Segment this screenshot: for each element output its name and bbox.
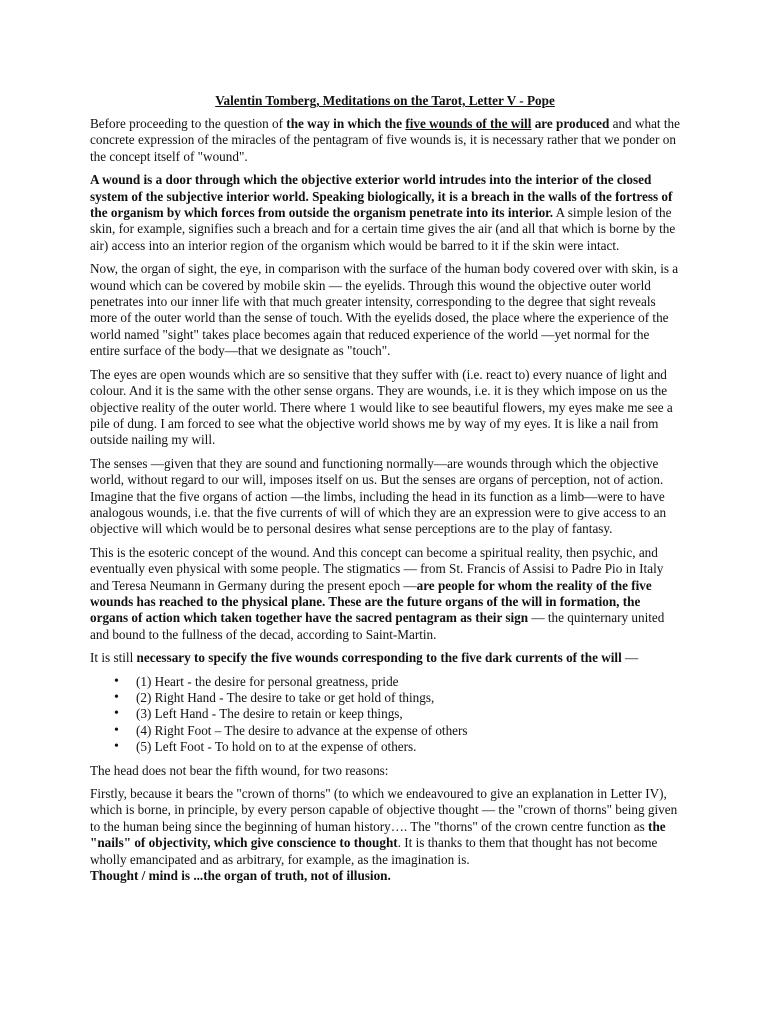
paragraph-intro [90,116,680,165]
esoteric-bold-passage: are people for whom the reality of the five wounds has reached to the physical plane. These are the future organs of the will in formation, the organs of action which taken together have the sacred pentagram as their sign [90,577,652,626]
paragraph-five-wounds-intro: It is still necessary to specify the five wounds corresponding to the five dark currents of the will — [90,650,639,666]
paragraph-senses: The senses —given that they are sound and functioning normally—are wounds through which the objective world, without regard to our will, imposes itself on us. But the senses are organs of perception, not of action. Imagine that the five organs of action —the limbs, including the head in its function as a limb—were to have analogous wounds, i.e. that the five currents of will of which they are an expression were to give access to an objective will which would be to personal desires what sense perceptions are to the play of fantasy. [90,455,667,537]
list-item: • (2) Right Hand - The desire to take or get hold of things, [136,690,680,706]
list-item: • (3) Left Hand - The desire to retain or keep things, [136,706,680,722]
paragraph-head: The head does not bear the fifth wound, for two reasons: [90,762,389,778]
list-item: • (4) Right Foot – The desire to advance at the expense of others [136,723,680,739]
paragraph-wound-definition [90,172,680,254]
wound-definition-text: A simple lesion of the skin, for example, signifies such a breach and for a certain time gives the air (and all that which is borne by the air) access into an interior region of the organism which would be barred to it if the skin were intact. [90,205,676,253]
list-item: • (5) Left Foot - To hold on to at the expense of others. [136,739,680,755]
paragraph-crown-of-thorns: Firstly, because it bears the "crown of thorns" (to which we endeavoured to give an explanation in Letter IV), which is borne, in principle, by every person capable of objective thought — the "crown of thorns" being given to the human being since the beginning of human history…. The "thorns" of the crown centre function as the "nails" of objectivity, which give conscience to thought. It is thanks to them that thought has not become wholly emancipated and as arbitrary, for example, as the imagination is. Thought / mind is ...the organ of truth, not of illusion. [90,786,678,884]
five-wounds-bold: necessary to specify the five wounds corresponding to the five dark currents of the will [136,650,622,666]
esoteric-text-end: — the quinternary united and bound to the fullness of the decad, according to Saint-Martin. [90,610,665,642]
nails-bold-phrase: the "nails" of objectivity, which give conscience to thought [90,818,666,851]
paragraph-open-wounds: The eyes are open wounds which are so sensitive that they suffer with (i.e. react to) every nuance of light and colour. And it is the same with the other sense organs. They are wounds, i.e. it is they which impose on us the objective reality of the outer world. There where 1 would like to see beautiful flowers, my eyes make me see a pile of dung. I am forced to see what the objective world shows me by way of my eyes. It is like a nail from outside nailing my will. [90,366,673,448]
list-item: • (1) Heart - the desire for personal greatness, pride [136,674,680,690]
document-title: Valentin Tomberg, Meditations on the Tarot, Letter V - Pope [215,93,555,108]
thought-mind-bold: Thought / mind is ...the organ of truth, not of illusion. [90,868,391,884]
intro-bold-phrase: the way in which the five wounds of the will are produced [286,116,610,131]
paragraph-eye-organ: Now, the organ of sight, the eye, in comparison with the surface of the human body covered over with skin, is a wound which can be covered by mobile skin — the eyelids. Through this wound the objective outer world penetrates into our inner life with that much greater intensity, corresponding to the degree that sight reveals more of the outer world than the sense of touch. With the eyelids dosed, the place where the experience of the world named "sight" takes place becomes again that reduced experience of the world —yet normal for the entire surface of the body—that we designate as "touch". [90,261,679,359]
paragraph-esoteric-concept [90,545,680,643]
intro-text-end: and what the concrete expression of the miracles of the pentagram of five wounds is, it is necessary rather that we ponder on the concept itself of "wound". [90,116,680,164]
wounds-list [90,674,680,756]
intro-text-start: Before proceeding to the question of [90,116,287,131]
wound-definition-bold: A wound is a door through which the objective exterior world intrudes into the interior of the closed system of the subjective interior world. Speaking biologically, it is a breach in the walls of the fortress of the organism by which forces from outside the organism penetrate into its interior. [90,172,673,221]
esoteric-text-start: This is the esoteric concept of the wound. And this concept can become a spiritual reality, then psychic, and eventually even physical with some people. The stigmatics — from St. Francis of Assisi to Padre Pio in Italy and Teresa Neumann in Germany during the present epoch — [90,544,664,593]
five-wounds-underlined: five wounds of the will [405,116,532,131]
